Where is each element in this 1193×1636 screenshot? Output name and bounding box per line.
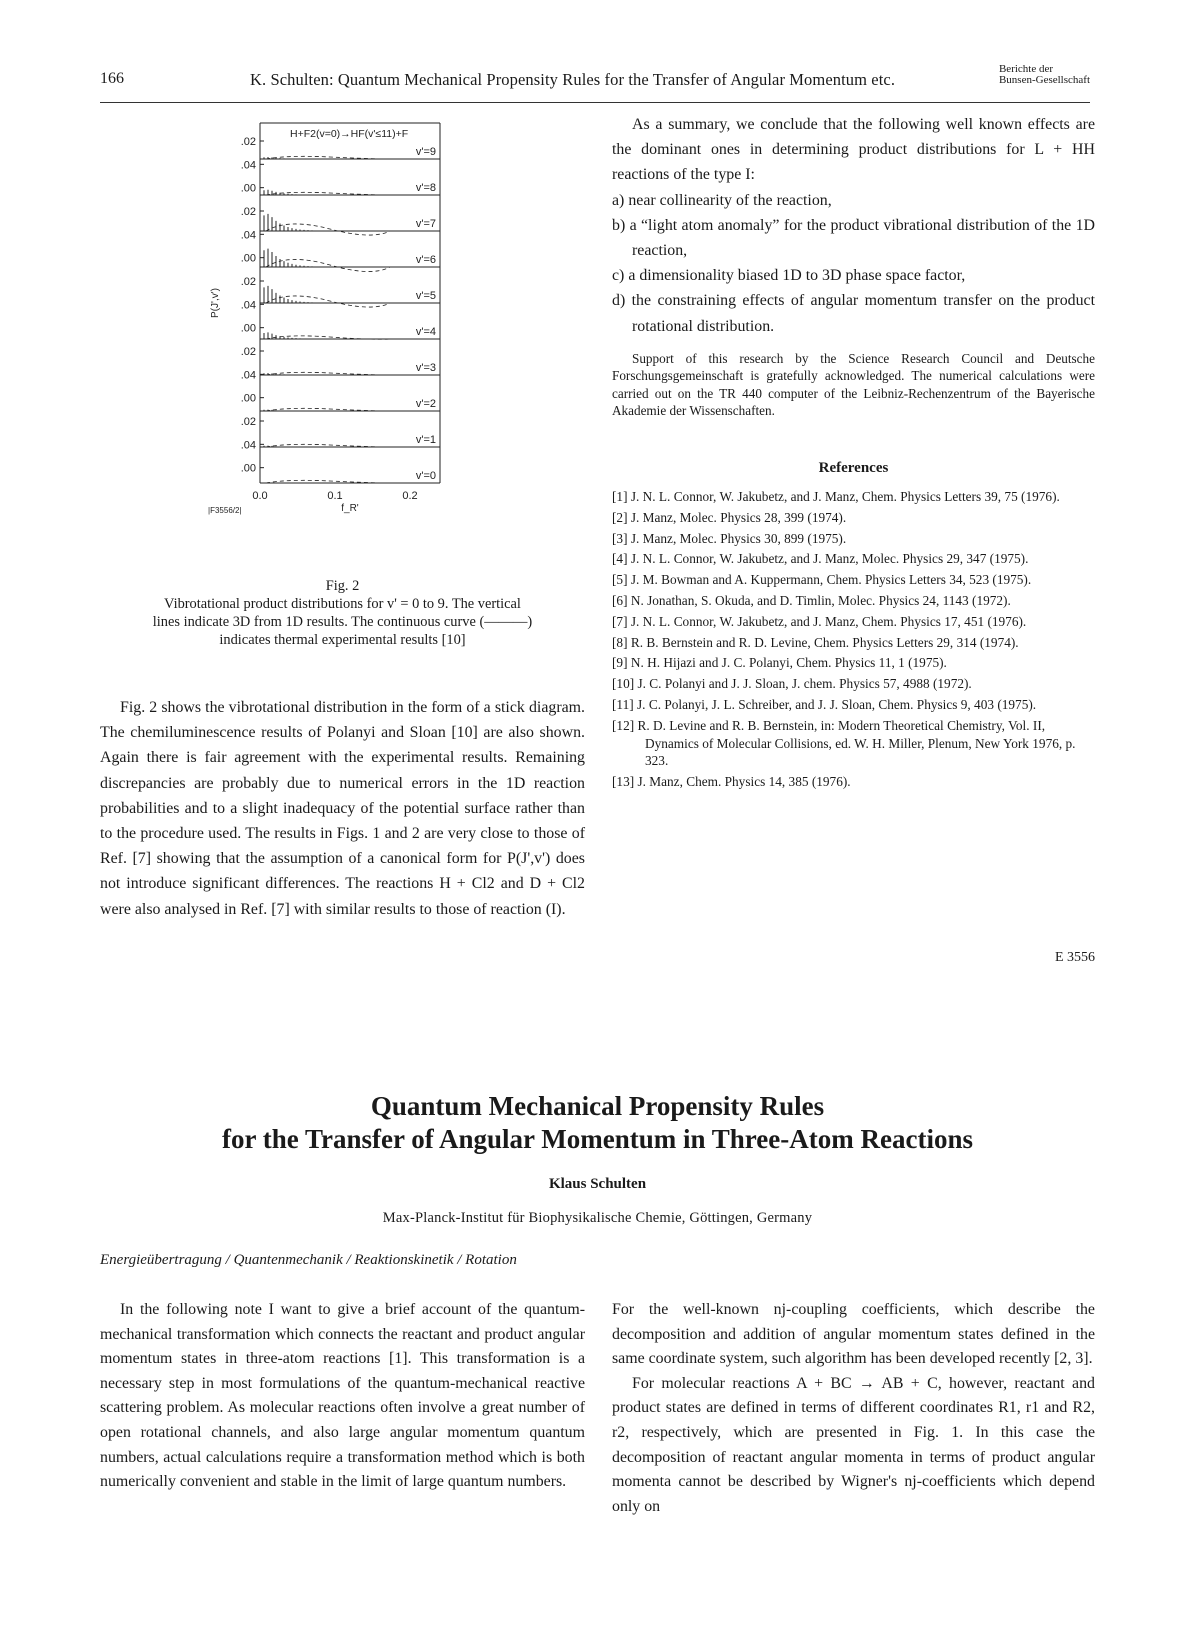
reference-text: J. Manz, Molec. Physics 28, 399 (1974). bbox=[630, 509, 847, 525]
y-tick-label: .02 bbox=[240, 206, 256, 218]
reference-text: J. Manz, Chem. Physics 14, 385 (1976). bbox=[637, 774, 851, 790]
institution: Max-Planck-Institut für Biophysikalische Chemie, Göttingen, Germany bbox=[382, 1210, 813, 1226]
reference-item bbox=[612, 613, 1095, 631]
panel-label: v'=1 bbox=[415, 434, 436, 446]
reference-item bbox=[612, 530, 1095, 548]
reference-text: J. C. Polanyi and J. J. Sloan, J. chem. Physics 57, 4988 (1972). bbox=[637, 676, 972, 692]
panel-label: v'=0 bbox=[415, 470, 436, 482]
reference-text: R. B. Bernstein and R. D. Levine, Chem. Physics Letters 29, 314 (1974). bbox=[630, 634, 1019, 650]
panel-title: H+F2(v=0)→HF(v'≤11)+F bbox=[290, 128, 409, 140]
reference-number: [11] bbox=[612, 696, 634, 712]
article-code: E 3556 bbox=[1054, 950, 1095, 965]
reference-item bbox=[612, 550, 1095, 568]
reference-item bbox=[612, 717, 1095, 770]
panel-label: v'=6 bbox=[415, 254, 436, 266]
reference-number: [1] bbox=[612, 489, 628, 504]
page-number: 166 bbox=[100, 70, 124, 87]
y-tick-label: .00 bbox=[240, 462, 256, 475]
reference-text: J. N. L. Connor, W. Jakubetz, and J. Manz, Molec. Physics 29, 347 (1975). bbox=[630, 551, 1029, 567]
discussion-paragraph: Fig. 2 shows the vibrotational distribution in the form of a stick diagram. The chemiluminescence results of Polanyi and Sloan [10] are also shown. Again there is fair agreement with the experimental results. Remaining discrepancies are probably due to numerical errors in the 1D reaction probabilities and to a slight inadequacy of the potential surface rather than to the procedure used. The results in Figs. 1 and 2 are very close to those of Ref. [7] showing that the assumption of a canonical form for P(J',v') does not introduce significant differences. The reactions H + Cl2 and D + Cl2 were also analysed in Ref. [7] with similar results to those of reaction (I). bbox=[100, 699, 585, 918]
body-paragraph: For the well-known nj-coupling coefficients, which describe the decomposition and addition of angular momentum states defined in the same coordinate system, such algorithm has been developed recently [2, 3]. bbox=[612, 1301, 1095, 1368]
panel-label: v'=3 bbox=[415, 362, 436, 374]
reference-number: [7] bbox=[612, 613, 628, 629]
stick-diagram bbox=[208, 118, 478, 548]
x-tick-label: 0.0 bbox=[252, 490, 268, 502]
reference-item bbox=[612, 696, 1095, 714]
reference-number: [10] bbox=[612, 676, 635, 692]
running-title: K. Schulten: Quantum Mechanical Propensity Rules for the Transfer of Angular Momentum etc. bbox=[250, 70, 896, 89]
x-tick-label: 0.1 bbox=[327, 490, 343, 502]
reference-text: N. H. Hijazi and J. C. Polanyi, Chem. Physics 11, 1 (1975). bbox=[630, 655, 947, 671]
y-tick-label: .00 bbox=[240, 392, 256, 405]
y-axis-label: P(J',v') bbox=[210, 288, 221, 318]
figure-caption bbox=[100, 577, 585, 649]
y-tick-label: .02 bbox=[240, 136, 256, 148]
y-tick-label: .02 bbox=[240, 346, 256, 358]
panel-label: v'=4 bbox=[415, 326, 436, 338]
x-axis-label: f_R' bbox=[341, 503, 359, 514]
y-tick-label: .00 bbox=[240, 182, 256, 195]
y-tick-label: .04 bbox=[240, 229, 256, 242]
y-tick-label: .00 bbox=[240, 252, 256, 265]
list-item: a) near collinearity of the reaction, bbox=[612, 191, 832, 209]
reference-number: [13] bbox=[612, 774, 635, 790]
reference-text: N. Jonathan, S. Okuda, and D. Timlin, Molec. Physics 24, 1143 (1972). bbox=[630, 592, 1011, 608]
body-left-column bbox=[100, 1298, 585, 1495]
reference-item bbox=[612, 571, 1095, 589]
reference-number: [4] bbox=[612, 551, 628, 567]
reference-number: [5] bbox=[612, 572, 628, 588]
caption-line: Vibrotational product distributions for v' = 0 to 9. The vertical bbox=[164, 596, 521, 612]
experimental-curve bbox=[266, 259, 390, 271]
reference-text: J. N. L. Connor, W. Jakubetz, and J. Manz, Chem. Physics 17, 451 (1976). bbox=[630, 613, 1027, 629]
right-column bbox=[612, 112, 1095, 339]
reference-text: R. D. Levine and R. B. Bernstein, in: Modern Theoretical Chemistry, Vol. II, Dynamics of Molecular Collisions, ed. W. H. Miller, Plenum, New York 1976, p. 323. bbox=[637, 717, 1076, 769]
figure-2 bbox=[208, 118, 478, 548]
reference-item bbox=[612, 773, 1095, 791]
experimental-curve bbox=[266, 296, 390, 307]
title-line: Quantum Mechanical Propensity Rules bbox=[370, 1091, 825, 1121]
article-title bbox=[100, 1090, 1095, 1156]
reference-number: [9] bbox=[612, 655, 628, 671]
keywords: Energieübertragung / Quantenmechanik / Reaktionskinetik / Rotation bbox=[100, 1252, 517, 1268]
caption-line: lines indicate 3D from 1D results. The continuous curve (———) bbox=[152, 614, 533, 630]
journal-name-line2: Bunsen-Gesellschaft bbox=[998, 74, 1090, 86]
y-tick-label: .00 bbox=[240, 322, 256, 335]
page-header bbox=[100, 62, 1090, 103]
reference-list bbox=[612, 488, 1095, 794]
summary-list bbox=[612, 188, 1095, 339]
list-item: c) a dimensionality biased 1D to 3D phase space factor, bbox=[612, 267, 966, 285]
list-item: d) the constraining effects of angular momentum transfer on the product rotational distribution. bbox=[612, 292, 1095, 335]
reference-number: [6] bbox=[612, 592, 628, 608]
reference-number: [12] bbox=[612, 717, 635, 733]
left-column bbox=[100, 695, 585, 922]
reference-text: J. N. L. Connor, W. Jakubetz, and J. Manz, Chem. Physics Letters 39, 75 (1976). bbox=[630, 489, 1060, 504]
reference-number: [3] bbox=[612, 530, 628, 546]
reference-number: [8] bbox=[612, 634, 628, 650]
caption-line: indicates thermal experimental results [10] bbox=[219, 632, 466, 648]
body-right-column bbox=[612, 1298, 1095, 1519]
intro-paragraph: In the following note I want to give a brief account of the quantum-mechanical transformation which connects the reactant and product angular momentum states in three-atom reactions [1]. This transformation is a necessary step in most formulations of the quantum-mechanical reactive scattering problem. As molecular reactions often involve a great number of open rotational channels, and also large angular momentum quantum numbers, actual calculations require a transformation method which is both numerically convenient and stable in the limit of large quantum numbers. bbox=[100, 1301, 585, 1491]
reference-text: J. Manz, Molec. Physics 30, 899 (1975). bbox=[630, 530, 847, 546]
panel-label: v'=8 bbox=[415, 182, 436, 194]
reference-item bbox=[612, 509, 1095, 527]
title-line: for the Transfer of Angular Momentum in Three-Atom Reactions bbox=[222, 1124, 973, 1154]
journal-name-line1: Berichte der bbox=[998, 63, 1054, 75]
panel-label: v'=5 bbox=[415, 290, 436, 302]
caption-label: Fig. 2 bbox=[325, 578, 360, 594]
panel-label: v'=7 bbox=[415, 218, 436, 230]
reference-item bbox=[612, 634, 1095, 652]
acknowledgement: Support of this research by the Science Research Council and Deutsche Forschungsgemeinschaft is gratefully acknowledged. The numerical calculations were carried out on the TR 440 computer of the Leibniz-Rechenzentrum of the Bayerische Akademie der Wissenschaften. bbox=[612, 351, 1095, 419]
journal-name bbox=[999, 64, 1090, 86]
reference-text: J. C. Polanyi, J. L. Schreiber, and J. J. Sloan, Chem. Physics 9, 403 (1975). bbox=[637, 696, 1037, 712]
reference-item bbox=[612, 592, 1095, 610]
reference-item bbox=[612, 675, 1095, 693]
reference-item bbox=[612, 654, 1095, 672]
references-heading: References bbox=[818, 460, 889, 476]
y-tick-label: .04 bbox=[240, 159, 256, 172]
panel-label: v'=9 bbox=[415, 146, 436, 158]
body-paragraph: For molecular reactions A + BC → AB + C, however, reactant and product states are defined in terms of different coordinates R1, r1 and R2, r2, respectively, which are presented in Fig. 1. In this case the decomposition of reactant angular momenta in terms of product angular momenta cannot be described by Wigner's nj-coefficients which depend only on bbox=[612, 1374, 1095, 1515]
panel-label: v'=2 bbox=[415, 398, 436, 410]
y-tick-label: .02 bbox=[240, 416, 256, 428]
list-item: b) a “light atom anomaly” for the product vibrational distribution of the 1D reaction, bbox=[612, 216, 1095, 260]
y-tick-label: .04 bbox=[240, 369, 256, 382]
y-tick-label: .04 bbox=[240, 299, 256, 312]
y-tick-label: .04 bbox=[240, 439, 256, 452]
figure-code: |F3556/2| bbox=[208, 506, 242, 515]
experimental-curve bbox=[266, 224, 390, 235]
x-tick-label: 0.2 bbox=[402, 490, 418, 502]
reference-number: [2] bbox=[612, 509, 628, 525]
y-tick-label: .02 bbox=[240, 276, 256, 288]
reference-text: J. M. Bowman and A. Kuppermann, Chem. Physics Letters 34, 523 (1975). bbox=[630, 572, 1032, 588]
summary-paragraph: As a summary, we conclude that the following well known effects are the dominant ones in determining product distributions for L + HH reactions of the type I: bbox=[612, 116, 1095, 184]
reference-item bbox=[612, 488, 1095, 506]
author: Klaus Schulten bbox=[548, 1176, 647, 1192]
